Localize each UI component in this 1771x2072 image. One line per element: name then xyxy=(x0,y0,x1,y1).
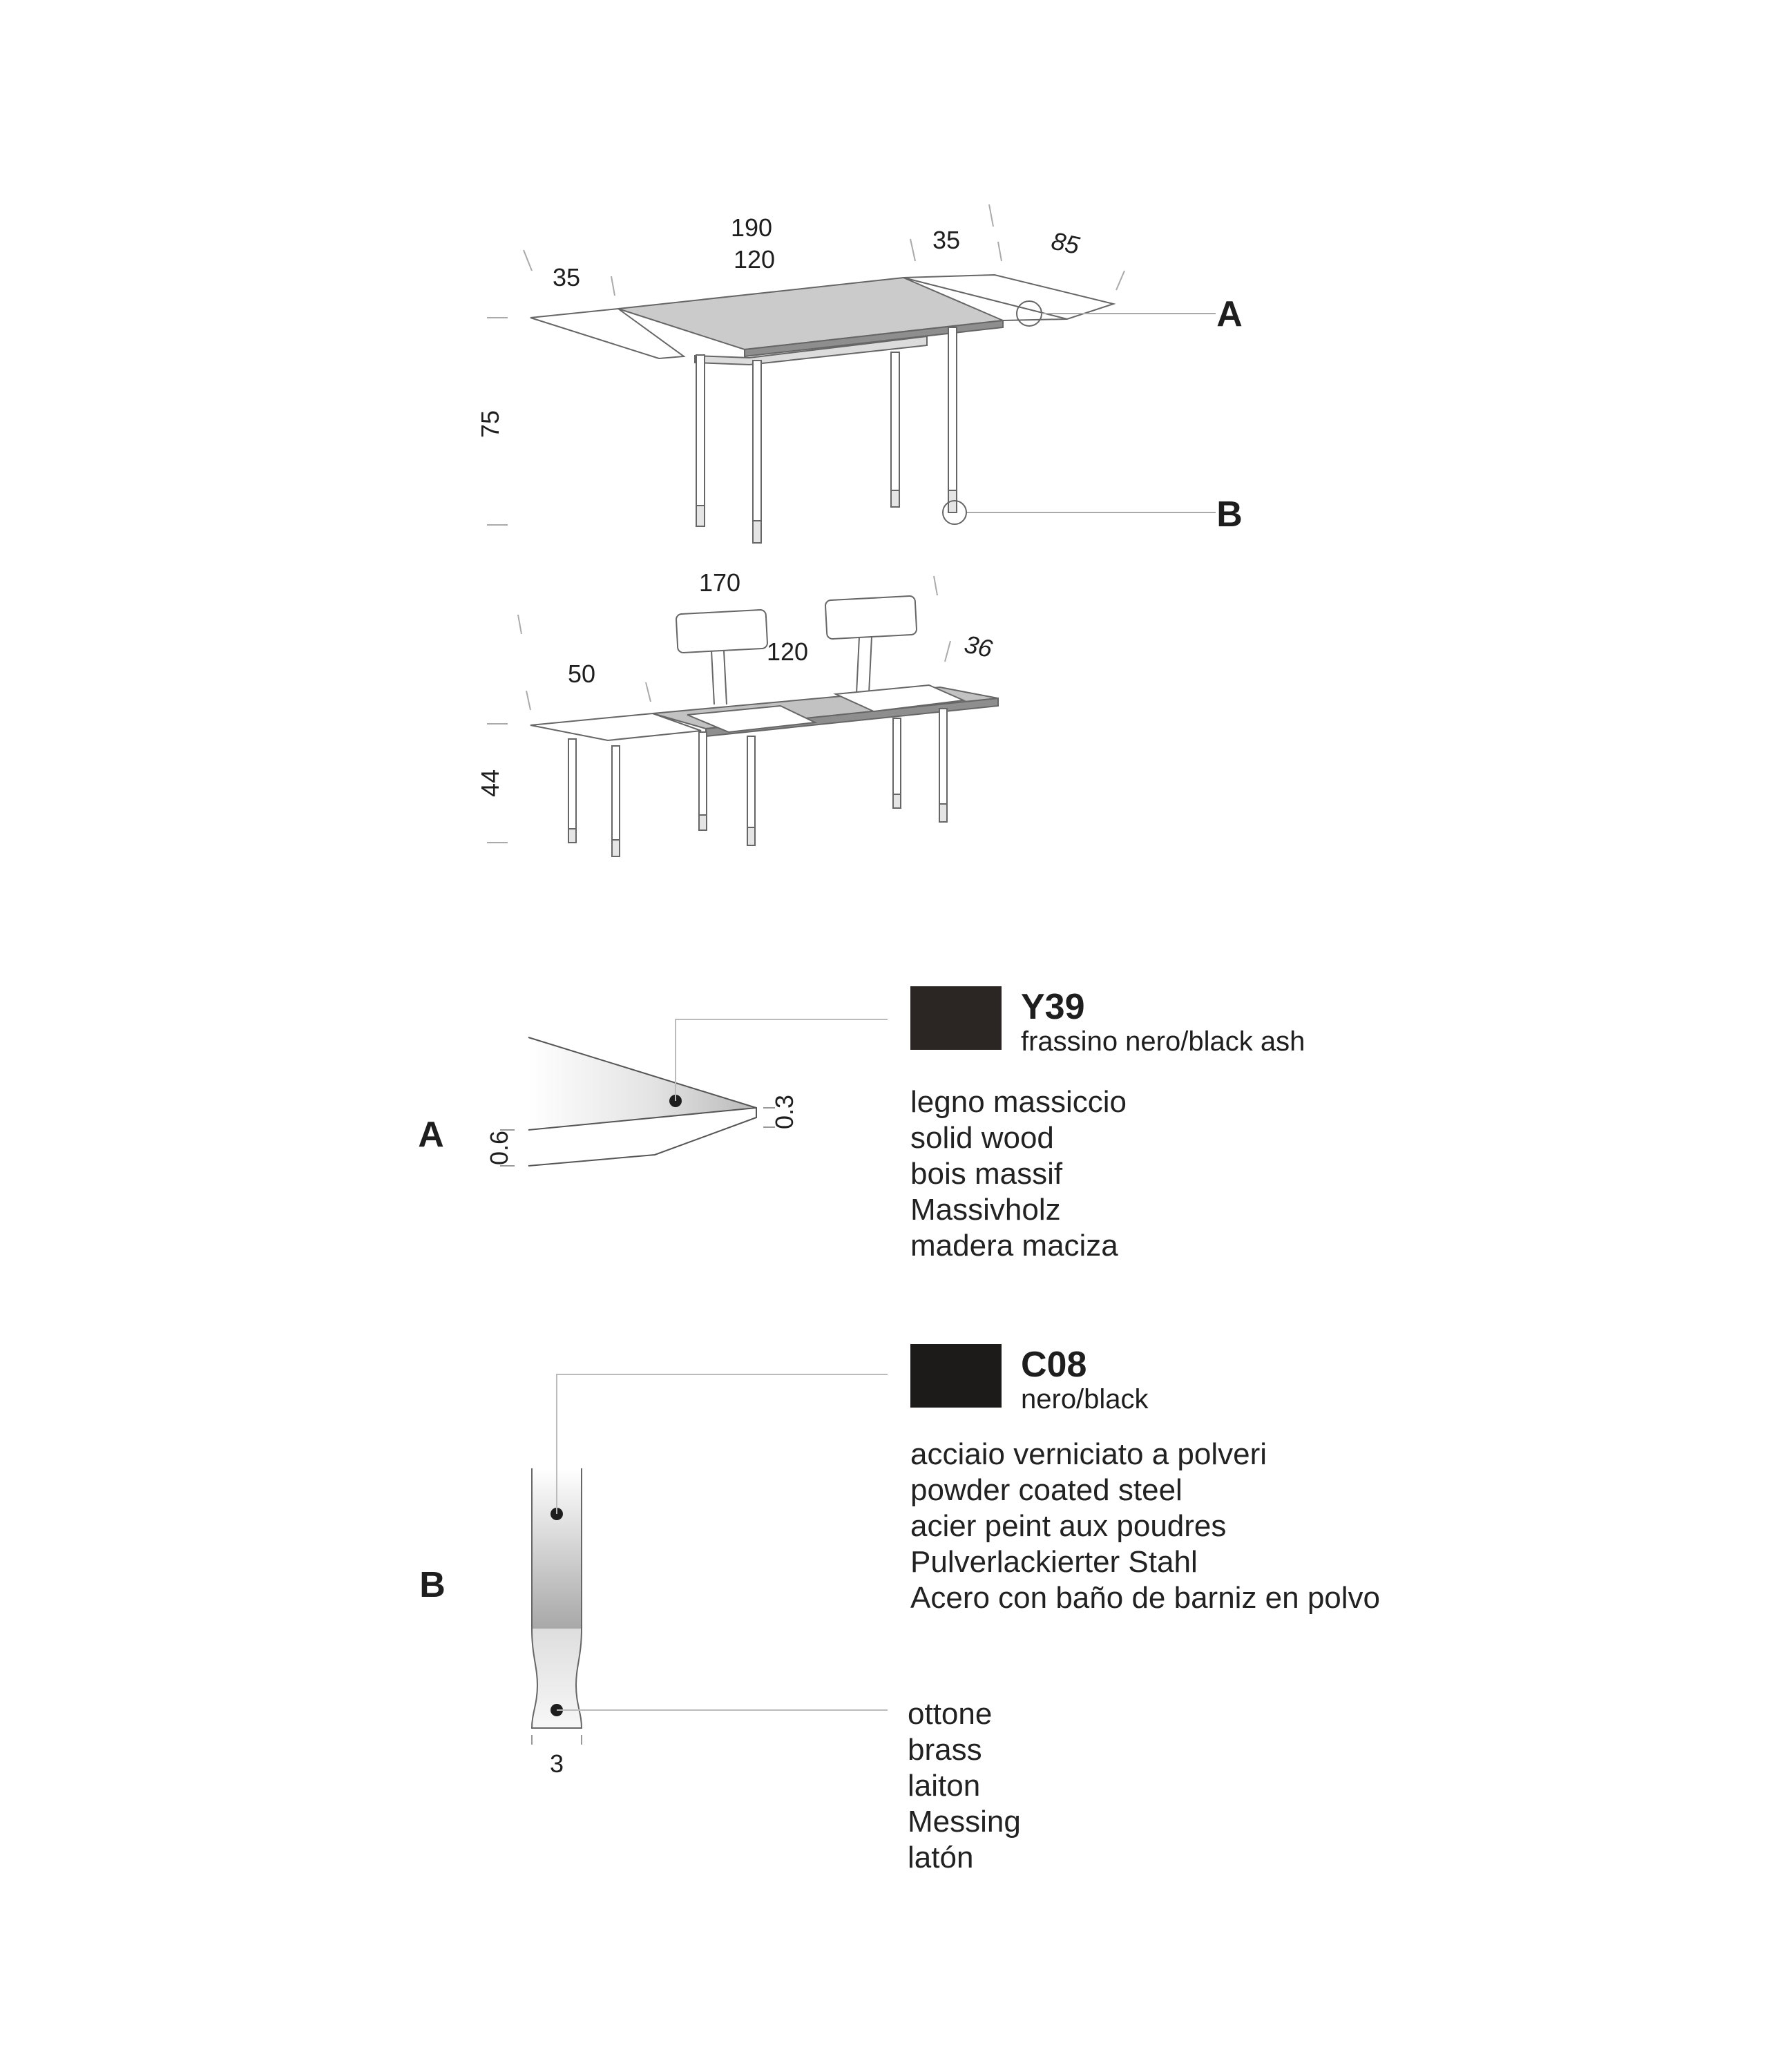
detail-b-label: B xyxy=(419,1565,446,1605)
foot-materials xyxy=(908,1696,1021,1876)
bench-dim-depth: 36 xyxy=(961,629,995,663)
finish-b-code: C08 xyxy=(1021,1345,1087,1385)
material-line: acier peint aux poudres xyxy=(910,1509,1227,1543)
finish-b-materials xyxy=(910,1437,1380,1616)
finish-b-swatch xyxy=(910,1344,1002,1408)
finish-b-name: nero/black xyxy=(1021,1384,1149,1414)
finish-a-code: Y39 xyxy=(1021,987,1085,1027)
material-line: madera maciza xyxy=(910,1229,1118,1263)
callout-b-label: B xyxy=(1216,495,1243,535)
material-line: brass xyxy=(908,1733,982,1767)
table-dim-height: 75 xyxy=(476,410,504,439)
finish-a-swatch xyxy=(910,986,1002,1050)
table-dim-ext-left: 35 xyxy=(552,263,581,291)
bench-dimensions xyxy=(476,568,995,797)
material-line: bois massif xyxy=(910,1157,1063,1191)
material-line: Acero con baño de barniz en polvo xyxy=(910,1581,1381,1615)
table-dimensions xyxy=(476,213,1243,535)
material-line: laiton xyxy=(908,1769,981,1803)
bench-dim-height: 44 xyxy=(476,769,504,798)
bench-drawing xyxy=(530,596,998,856)
material-line: legno massiccio xyxy=(910,1085,1127,1119)
material-line: solid wood xyxy=(910,1121,1054,1155)
detail-a-drawing xyxy=(500,1019,888,1166)
finish-a-name: frassino nero/black ash xyxy=(1021,1026,1305,1057)
material-line: powder coated steel xyxy=(910,1473,1183,1507)
table-drawing xyxy=(530,275,1113,543)
material-line: ottone xyxy=(908,1697,993,1731)
detail-a-label: A xyxy=(418,1115,444,1155)
table-dim-ext-right: 35 xyxy=(932,226,961,254)
finish-a-materials xyxy=(910,1084,1127,1264)
bench-dim-ext-left: 50 xyxy=(567,660,596,688)
material-line: acciaio verniciato a polveri xyxy=(910,1437,1267,1471)
material-line: Messing xyxy=(908,1805,1021,1839)
table-dim-depth: 85 xyxy=(1049,226,1082,260)
callout-a-label: A xyxy=(1216,294,1243,334)
detail-a-dim-thick: 0.6 xyxy=(485,1130,513,1166)
table-dimension-lines xyxy=(487,204,1216,525)
detail-b-drawing xyxy=(532,1374,888,1745)
table-dim-length-closed: 120 xyxy=(733,245,776,274)
detail-b-dim-diameter: 3 xyxy=(549,1749,564,1778)
material-line: Massivholz xyxy=(910,1193,1061,1227)
bench-dim-length-extended: 170 xyxy=(698,568,741,597)
detail-a-dim-thin: 0.3 xyxy=(770,1094,798,1130)
material-line: latón xyxy=(908,1841,974,1874)
table-dim-length-extended: 190 xyxy=(730,213,773,242)
bench-dim-length-closed: 120 xyxy=(766,637,809,666)
material-line: Pulverlackierter Stahl xyxy=(910,1545,1198,1579)
